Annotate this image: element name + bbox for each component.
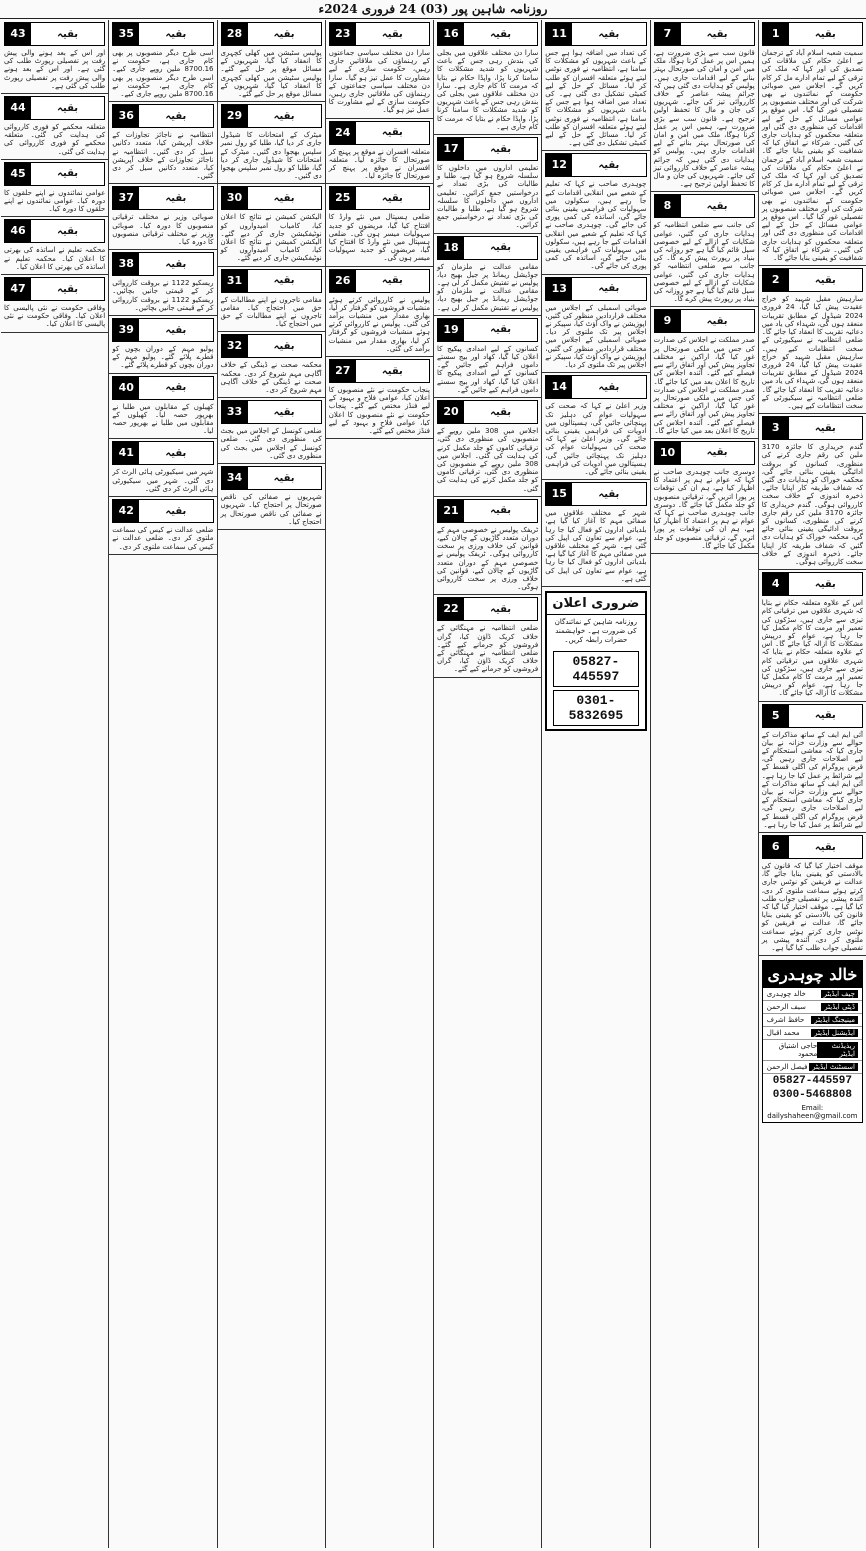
continuation-badge xyxy=(545,153,646,177)
continuation-badge xyxy=(221,269,322,293)
continuation-badge xyxy=(112,252,213,276)
staff-row: چیف ایڈیٹر خالد چوہدری xyxy=(763,988,862,1001)
article-text: مقامی عدالت نے ملزمان کو جوڈیشل ریمانڈ پر جیل بھیج دیا، پولیس نے تفتیش مکمل کر لی ہے۔ مقامی عدالت نے ملزمان کو جوڈیشل ریمانڈ پر جیل بھیج دیا، پولیس نے تفتیش مکمل کر لی ہے۔ xyxy=(437,262,539,312)
continuation-badge xyxy=(221,22,322,46)
badge-number: 2 xyxy=(763,269,789,291)
continuation-badge xyxy=(545,22,646,46)
badge-number: 34 xyxy=(222,467,248,489)
badge-label: بقیہ xyxy=(273,28,295,40)
article-text: سارہیش مقبل شہید کو خراج عقیدت پیش کیا گیا، 24 فروری 2024 شیڈول کے مطابق تقریبات منعقد ہوں گی، شہداء کی یاد میں دعائیہ تقریب کا انعقاد کیا جائے گا۔ ضلعی انتظامیہ نے سیکیورٹی کے سخت انتظامات کیے ہیں۔ سارہیش مقبل شہید کو خراج عقیدت پیش کیا گیا، 24 فروری 2024 شیڈول کے مطابق تقریبات منعقد ہوں گی، شہداء کی یاد میں دعائیہ تقریب کا انعقاد کیا جائے گا۔ ضلعی انتظامیہ نے سیکیورٹی کے سخت انتظامات کیے ہیں۔ xyxy=(761,295,863,410)
article-text: میٹرک کے امتحانات کا شیڈول جاری کر دیا گیا، طلبا کو رول نمبر سلپس بھجوا دی گئیں۔ میٹرک کے امتحانات کا شیڈول جاری کر دیا گیا، طلبا کو رول نمبر سلپس بھجوا دی گئیں۔ xyxy=(220,131,322,181)
badge-label: بقیہ xyxy=(57,168,79,180)
divider xyxy=(218,397,325,398)
badge-label: بقیہ xyxy=(165,192,187,204)
news-column-8 xyxy=(1,20,108,1548)
continuation-badge xyxy=(762,572,863,596)
badge-label: بقیہ xyxy=(490,603,512,615)
badge-label: بقیہ xyxy=(490,324,512,336)
badge-label: بقیہ xyxy=(57,102,79,114)
badge-label: بقیہ xyxy=(598,488,620,500)
article-text: محکمہ صحت نے ڈینگی کے خلاف آگاہی مہم شروع کر دی۔ محکمہ صحت نے ڈینگی کے خلاف آگاہی مہم شروع کر دی۔ xyxy=(220,361,322,395)
article-text: ضلعی عدالت نے کیس کی سماعت ملتوی کر دی۔ ضلعی عدالت نے کیس کی سماعت ملتوی کر دی۔ xyxy=(112,526,214,551)
divider xyxy=(326,183,433,184)
badge-number: 12 xyxy=(546,154,572,176)
continuation-badge xyxy=(4,277,105,301)
continuation-badge xyxy=(437,400,538,424)
article-text: کی جانب سے ضلعی انتظامیہ کو ہدایات جاری کی گئیں، عوامی شکایات کے ازالے کے لیے خصوصی سیل قائم کیا گیا ہے جو روزانہ کی بنیاد پر رپورٹ پیش کرے گا۔ کی جانب سے ضلعی انتظامیہ کو ہدایات جاری کی گئیں، عوامی شکایات کے ازالے کے لیے خصوصی سیل قائم کیا گیا ہے جو روزانہ کی بنیاد پر رپورٹ پیش کرے گا۔ xyxy=(653,221,755,304)
article-text: شہریوں نے صفائی کی ناقص صورتحال پر احتجاج کیا۔ شہریوں نے صفائی کی ناقص صورتحال پر احتجاج کیا۔ xyxy=(220,493,322,526)
continuation-badge xyxy=(437,22,538,46)
divider xyxy=(434,134,541,135)
continuation-badge xyxy=(437,499,538,523)
badge-number: 43 xyxy=(5,23,31,45)
badge-number: 47 xyxy=(5,278,31,300)
notice-phone: 05827-445597 xyxy=(553,651,638,687)
continuation-badge xyxy=(329,186,430,210)
badge-number: 11 xyxy=(546,23,572,45)
divider xyxy=(434,677,541,678)
divider xyxy=(759,955,866,956)
editor-logo: خالد چوہدری xyxy=(763,961,862,988)
divider xyxy=(542,150,649,151)
news-column-1 xyxy=(758,20,866,1548)
badge-label: بقیہ xyxy=(165,382,187,394)
badge-label: بقیہ xyxy=(706,447,728,459)
badge-number: 29 xyxy=(222,105,248,127)
badge-label: بقیہ xyxy=(165,324,187,336)
article-text: کسانوں کے لیے امدادی پیکیج کا اعلان کیا گیا، کھاد اور بیج سستے داموں فراہم کیے جائیں گے۔ کسانوں کے لیے امدادی پیکیج کا اعلان کیا گیا، کھاد اور بیج سستے داموں فراہم کیے جائیں گے۔ xyxy=(437,344,539,394)
badge-label: بقیہ xyxy=(57,283,79,295)
badge-number: 46 xyxy=(5,220,31,242)
article-text: دوسری جانب چوہدری صاحب نے کہا کہ عوام نے ہم پر اعتماد کا اظہار کیا ہے، ہم ان کی توقعات پر پورا اتریں گے، ترقیاتی منصوبوں کو جلد مکمل کیا جائے گا۔ دوسری جانب چوہدری صاحب نے کہا کہ عوام نے ہم پر اعتماد کا اظہار کیا ہے، ہم ان کی توقعات پر پورا اتریں گے، ترقیاتی منصوبوں کو جلد مکمل کیا جائے گا۔ xyxy=(653,467,755,550)
badge-number: 7 xyxy=(655,23,681,45)
divider xyxy=(651,438,758,439)
article-text: متعلقہ محکمے کو فوری کارروائی کی ہدایت کی گئی۔ متعلقہ محکمے کو فوری کارروائی کی ہدایت کی گئی۔ xyxy=(4,123,106,156)
article-text: سارا دن مختلف سیاسی جماعتوں کے رہنماؤں کی ملاقاتیں جاری رہیں، حکومت سازی کے لیے مشاورت کا عمل تیز ہو گیا۔ سارا دن مختلف سیاسی جماعتوں کے رہنماؤں کی ملاقاتیں جاری رہیں، حکومت سازی کے لیے مشاورت کا عمل تیز ہو گیا۔ xyxy=(328,49,430,115)
divider xyxy=(759,265,866,266)
staff-row: ڈپٹی ایڈیٹر سیف الرحمن xyxy=(763,1001,862,1014)
article-text: انتظامیہ نے ناجائز تجاوزات کے خلاف آپریشن کیا، متعدد دکانیں سیل کر دی گئیں۔ انتظامیہ نے ناجائز تجاوزات کے خلاف آپریشن کیا، متعدد دکانیں سیل کر دی گئیں۔ xyxy=(112,131,214,181)
divider xyxy=(1,332,108,333)
article-text: ریسکیو 1122 نے بروقت کارروائی کر کے قیمتی جانیں بچائیں۔ ریسکیو 1122 نے بروقت کارروائی کر کے قیمتی جانیں بچائیں۔ xyxy=(112,279,214,312)
badge-label: بقیہ xyxy=(490,28,512,40)
badge-label: بقیہ xyxy=(273,340,295,352)
article-text: اور اس کے بعد ہونے والی پیش رفت پر تفصیلی رپورٹ طلب کی گئی ہے۔ اور اس کے بعد ہونے والی پیش رفت پر تفصیلی رپورٹ طلب کی گئی ہے۔ xyxy=(4,49,106,90)
divider xyxy=(109,249,216,250)
article-text: کھیلوں کے مقابلوں میں طلبا نے بھرپور حصہ لیا۔ کھیلوں کے مقابلوں میں طلبا نے بھرپور حصہ لیا۔ xyxy=(112,402,214,436)
continuation-badge xyxy=(112,376,213,400)
badge-label: بقیہ xyxy=(57,225,79,237)
badge-label: بقیہ xyxy=(165,110,187,122)
staff-row: ایڈیشنل ایڈیٹر محمد اقبال xyxy=(763,1027,862,1040)
badge-number: 8 xyxy=(655,195,681,217)
article-text: وفاقی حکومت نے نئی پالیسی کا اعلان کیا۔ وفاقی حکومت نے نئی پالیسی کا اعلان کیا۔ xyxy=(4,304,106,329)
badge-number: 15 xyxy=(546,483,572,505)
continuation-badge xyxy=(112,441,213,465)
badge-label: بقیہ xyxy=(598,28,620,40)
badge-label: بقیہ xyxy=(381,192,403,204)
article-text: وزیر اعلیٰ نے کہا کہ صحت کی سہولیات عوام کی دہلیز تک پہنچائی جائیں گی، ہسپتالوں میں ادویات کی فراہمی یقینی بنائی جائے گی۔ وزیر اعلیٰ نے کہا کہ صحت کی سہولیات عوام کی دہلیز تک پہنچائی جائیں گی، ہسپتالوں میں ادویات کی فراہمی یقینی بنائی جائے گی۔ xyxy=(545,402,647,476)
divider xyxy=(542,274,649,275)
divider xyxy=(759,701,866,702)
divider xyxy=(1,274,108,275)
masthead-dateline: روزنامہ شاہین پور (03) 24 فروری 2024ء xyxy=(0,0,866,19)
notice-title: ضروری اعلان xyxy=(547,593,644,615)
badge-label: بقیہ xyxy=(165,505,187,517)
article-text: محکمہ تعلیم نے اساتذہ کی بھرتی کا اعلان کیا۔ محکمہ تعلیم نے اساتذہ کی بھرتی کا اعلان کیا۔ xyxy=(4,246,106,271)
badge-number: 13 xyxy=(546,278,572,300)
article-text: عوامی نمائندوں نے اپنے حلقوں کا دورہ کیا۔ عوامی نمائندوں نے اپنے حلقوں کا دورہ کیا۔ xyxy=(4,188,106,214)
badge-number: 6 xyxy=(763,836,789,858)
article-text: اجلاس میں 308 ملین روپے کے منصوبوں کی منظوری دی گئی، ترقیاتی کاموں کو جلد مکمل کرنے کی ہدایت کی گئی۔ اجلاس میں 308 ملین روپے کے منصوبوں کی منظوری دی گئی، ترقیاتی کاموں کو جلد مکمل کرنے کی ہدایت کی گئی۔ xyxy=(437,427,539,493)
continuation-badge xyxy=(112,22,213,46)
continuation-badge xyxy=(329,121,430,145)
article-text: آئی ایم ایف کے ساتھ مذاکرات کے حوالے سے وزارت خزانہ نے بیان جاری کیا کہ معاشی استحکام کے لیے اصلاحات جاری رہیں گی، قرض پروگرام کی اگلی قسط کے لیے شرائط پر عمل کیا جا رہا ہے۔ آئی ایم ایف کے ساتھ مذاکرات کے حوالے سے وزارت خزانہ نے بیان جاری کیا کہ معاشی استحکام کے لیے اصلاحات جاری رہیں گی، قرض پروگرام کی اگلی قسط کے لیے شرائط پر عمل کیا جا رہا ہے۔ xyxy=(761,730,863,829)
continuation-badge xyxy=(545,482,646,506)
continuation-badge xyxy=(329,22,430,46)
divider xyxy=(542,586,649,587)
divider xyxy=(542,479,649,480)
badge-label: بقیہ xyxy=(165,447,187,459)
badge-label: بقیہ xyxy=(165,28,187,40)
staff-phone: 0300-5468808 xyxy=(772,1089,852,1102)
article-text: پولیس سٹیشن میں کھلی کچہری کا انعقاد کیا گیا، شہریوں کے مسائل موقع پر حل کیے گئے۔ پولیس سٹیشن میں کھلی کچہری کا انعقاد کیا گیا، شہریوں کے مسائل موقع پر حل کیے گئے۔ xyxy=(220,49,322,99)
news-column-3 xyxy=(541,20,649,1548)
continuation-badge xyxy=(437,318,538,342)
badge-label: بقیہ xyxy=(273,472,295,484)
article-text: پنجاب حکومت نے نئے منصوبوں کا اعلان کیا، عوامی فلاح و بہبود کے لیے فنڈز مختص کیے گئے۔ پنجاب حکومت نے نئے منصوبوں کا اعلان کیا، عوامی فلاح و بہبود کے لیے فنڈز مختص کیے گئے۔ xyxy=(328,386,430,436)
continuation-badge xyxy=(112,499,213,523)
badge-label: بقیہ xyxy=(490,505,512,517)
badge-number: 14 xyxy=(546,376,572,398)
continuation-badge xyxy=(762,704,863,728)
notice-phone: 0301-5832695 xyxy=(553,690,638,726)
badge-label: بقیہ xyxy=(814,710,836,722)
article-text: کی تعداد میں اضافہ ہوا ہے جس کے باعث شہریوں کو مشکلات کا سامنا ہے، انتظامیہ نے فوری نوٹس لیتے ہوئے متعلقہ افسران کو طلب کر لیا۔ مسائل کے حل کے لیے کمیٹی تشکیل دی گئی ہے۔ کی تعداد میں اضافہ ہوا ہے جس کے باعث شہریوں کو مشکلات کا سامنا ہے، انتظامیہ نے فوری نوٹس لیتے ہوئے متعلقہ افسران کو طلب کر لیا۔ مسائل کے حل کے لیے کمیٹی تشکیل دی گئی ہے۔ xyxy=(545,49,647,148)
divider xyxy=(434,594,541,595)
article-text: تعلیمی اداروں میں داخلوں کا سلسلہ شروع ہو گیا ہے، طلبا و طالبات کی بڑی تعداد نے درخواستیں جمع کرائیں۔ تعلیمی اداروں میں داخلوں کا سلسلہ شروع ہو گیا ہے، طلبا و طالبات کی بڑی تعداد نے درخواستیں جمع کرائیں۔ xyxy=(437,164,539,230)
continuation-badge xyxy=(437,597,538,621)
article-text: شہر کے مختلف علاقوں میں صفائی مہم کا آغاز کیا گیا ہے، بلدیاتی اداروں کو فعال کیا جا رہا ہے، عوام سے تعاون کی اپیل کی گئی ہے۔ شہر کے مختلف علاقوں میں صفائی مہم کا آغاز کیا گیا ہے، بلدیاتی اداروں کو فعال کیا جا رہا ہے، عوام سے تعاون کی اپیل کی گئی ہے۔ xyxy=(545,509,647,583)
continuation-badge xyxy=(329,359,430,383)
badge-number: 24 xyxy=(330,122,356,144)
badge-label: بقیہ xyxy=(814,841,836,853)
badge-label: بقیہ xyxy=(814,28,836,40)
badge-label: بقیہ xyxy=(490,406,512,418)
notice-body: روزنامہ شاہین کے نمائندگان کی ضرورت ہے۔ خواہشمند حضرات رابطہ کریں۔ xyxy=(554,617,637,644)
article-text: اس کے علاوہ متعلقہ حکام نے بتایا کہ شہری علاقوں میں ترقیاتی کام تیزی سے جاری ہیں، سڑکوں کی تعمیر اور مرمت کا کام مکمل کیا جا رہا ہے، عوام کو درپیش مشکلات کا ازالہ کیا جائے گا۔ اس کے علاوہ متعلقہ حکام نے بتایا کہ شہری علاقوں میں ترقیاتی کام تیزی سے جاری ہیں، سڑکوں کی تعمیر اور مرمت کا کام مکمل کیا جا رہا ہے، عوام کو درپیش مشکلات کا ازالہ کیا جائے گا۔ xyxy=(761,599,863,698)
news-column-4 xyxy=(433,20,541,1548)
staff-phone: 05827-445597 xyxy=(772,1075,852,1088)
badge-number: 32 xyxy=(222,335,248,357)
badge-number: 1 xyxy=(763,23,789,45)
continuation-badge xyxy=(4,219,105,243)
divider xyxy=(218,266,325,267)
divider xyxy=(218,529,325,530)
badge-number: 41 xyxy=(113,442,139,464)
badge-number: 28 xyxy=(222,23,248,45)
badge-number: 5 xyxy=(763,705,789,727)
badge-label: بقیہ xyxy=(706,28,728,40)
divider xyxy=(109,554,216,555)
continuation-badge xyxy=(762,416,863,440)
continuation-badge xyxy=(545,277,646,301)
continuation-badge xyxy=(112,318,213,342)
divider xyxy=(759,413,866,414)
article-text: الیکشن کمیشن نے نتائج کا اعلان کیا، کامیاب امیدواروں کو نوٹیفکیشن جاری کر دیے گئے۔ الیکشن کمیشن نے نتائج کا اعلان کیا، کامیاب امیدواروں کو نوٹیفکیشن جاری کر دیے گئے۔ xyxy=(220,213,322,263)
divider xyxy=(651,191,758,192)
badge-number: 40 xyxy=(113,377,139,399)
divider xyxy=(326,266,433,267)
continuation-badge xyxy=(221,466,322,490)
badge-number: 37 xyxy=(113,187,139,209)
article-text: پولیس نے کارروائی کرتے ہوئے منشیات فروشوں کو گرفتار کر لیا، بھاری مقدار میں منشیات برآمد کی گئی۔ پولیس نے کارروائی کرتے ہوئے منشیات فروشوں کو گرفتار کر لیا، بھاری مقدار میں منشیات برآمد کی گئی۔ xyxy=(328,295,430,353)
badge-label: بقیہ xyxy=(598,159,620,171)
badge-label: بقیہ xyxy=(273,275,295,287)
continuation-badge xyxy=(221,186,322,210)
badge-number: 20 xyxy=(438,401,464,423)
article-text: پولیو مہم کے دوران بچوں کو قطرے پلائے گئے۔ پولیو مہم کے دوران بچوں کو قطرے پلائے گئے۔ xyxy=(112,345,214,370)
article-text: صوبائی اسمبلی کے اجلاس میں مختلف قراردادیں منظور کی گئیں، اپوزیشن نے واک آؤٹ کیا، سپیکر نے اجلاس پیر تک ملتوی کر دیا۔ صوبائی اسمبلی کے اجلاس میں مختلف قراردادیں منظور کی گئیں، اپوزیشن نے واک آؤٹ کیا، سپیکر نے اجلاس پیر تک ملتوی کر دیا۔ xyxy=(545,303,647,370)
badge-number: 10 xyxy=(655,442,681,464)
article-text: مقامی تاجروں نے اپنے مطالبات کے حق میں احتجاج کیا۔ مقامی تاجروں نے اپنے مطالبات کے حق میں احتجاج کیا۔ xyxy=(220,295,322,329)
continuation-badge xyxy=(4,22,105,46)
article-text: ضلعی کونسل کے اجلاس میں بجٹ کی منظوری دی گئی۔ ضلعی کونسل کے اجلاس میں بجٹ کی منظوری دی گئی۔ xyxy=(220,427,322,460)
badge-label: بقیہ xyxy=(490,242,512,254)
divider xyxy=(651,306,758,307)
divider xyxy=(651,553,758,554)
divider xyxy=(218,101,325,102)
continuation-badge xyxy=(329,269,430,293)
badge-number: 31 xyxy=(222,270,248,292)
badge-number: 22 xyxy=(438,598,464,620)
badge-number: 4 xyxy=(763,573,789,595)
badge-label: بقیہ xyxy=(706,200,728,212)
badge-number: 45 xyxy=(5,163,31,185)
badge-label: بقیہ xyxy=(706,315,728,327)
divider xyxy=(326,356,433,357)
continuation-badge xyxy=(762,268,863,292)
badge-label: بقیہ xyxy=(814,274,836,286)
badge-label: بقیہ xyxy=(814,578,836,590)
article-text: شہر میں سیکیورٹی ہائی الرٹ کر دی گئی۔ شہر میں سیکیورٹی ہائی الرٹ کر دی گئی۔ xyxy=(112,468,214,493)
divider xyxy=(434,315,541,316)
continuation-badge xyxy=(654,309,755,333)
article-text: سمیت شعبہ اسلام آباد کے ترجمان نے اعلیٰ حکام کی ملاقات کی تصدیق کی اور کہا کہ ملک کی ترقی کے لیے تمام ادارے مل کر کام کریں گے۔ اجلاس میں صوبائی حکومت کے نمائندوں نے بھی شرکت کی اور مختلف منصوبوں پر تفصیلی غور کیا گیا۔ اس موقع پر عوامی مسائل کے حل کے لیے اقدامات کی منظوری دی گئی اور متعلقہ محکموں کو ہدایات جاری کی گئیں۔ شرکاء نے اتفاق کیا کہ شفافیت کو یقینی بنایا جائے گا۔ سمیت شعبہ اسلام آباد کے ترجمان نے اعلیٰ حکام کی ملاقات کی تصدیق کی اور کہا کہ ملک کی ترقی کے لیے تمام ادارے مل کر کام کریں گے۔ اجلاس میں صوبائی حکومت کے نمائندوں نے بھی شرکت کی اور مختلف منصوبوں پر تفصیلی غور کیا گیا۔ اس موقع پر عوامی مسائل کے حل کے لیے اقدامات کی منظوری دی گئی اور متعلقہ محکموں کو ہدایات جاری کی گئیں۔ شرکاء نے اتفاق کیا کہ شفافیت کو یقینی بنایا جائے گا۔ xyxy=(761,49,863,263)
article-text: ضلعی انتظامیہ نے مہنگائی کے خلاف کریک ڈاؤن کیا، گراں فروشوں کو جرمانے کیے گئے۔ ضلعی انتظامیہ نے مہنگائی کے خلاف کریک ڈاؤن کیا، گراں فروشوں کو جرمانے کیے گئے۔ xyxy=(437,624,539,674)
badge-number: 30 xyxy=(222,187,248,209)
badge-label: بقیہ xyxy=(165,258,187,270)
badge-number: 27 xyxy=(330,360,356,382)
article-text: متعلقہ افسران نے موقع پر پہنچ کر صورتحال کا جائزہ لیا۔ متعلقہ افسران نے موقع پر پہنچ کر صورتحال کا جائزہ لیا۔ xyxy=(328,147,430,181)
divider xyxy=(759,569,866,570)
continuation-badge xyxy=(112,186,213,210)
article-text: اسی طرح دیگر منصوبوں پر بھی کام جاری ہے، حکومت نے 8700.16 ملین روپے جاری کیے۔ اسی طرح دیگر منصوبوں پر بھی کام جاری ہے، حکومت نے 8700.16 ملین روپے جاری کیے۔ xyxy=(112,49,214,99)
continuation-badge xyxy=(437,236,538,260)
article-text: صدر مملکت نے اجلاس کی صدارت کی جس میں ملکی صورتحال پر غور کیا گیا، اراکین نے مختلف تجاویز پیش کیں اور اتفاق رائے سے فیصلے کیے گئے۔ آئندہ اجلاس کی تاریخ کا اعلان بعد میں کیا جائے گا۔ صدر مملکت نے اجلاس کی صدارت کی جس میں ملکی صورتحال پر غور کیا گیا، اراکین نے مختلف تجاویز پیش کیں اور اتفاق رائے سے فیصلے کیے گئے۔ آئندہ اجلاس کی تاریخ کا اعلان بعد میں کیا جائے گا۔ xyxy=(653,336,755,435)
divider xyxy=(1,93,108,94)
continuation-badge xyxy=(4,96,105,120)
staff-box xyxy=(762,960,863,1123)
divider xyxy=(218,183,325,184)
badge-number: 35 xyxy=(113,23,139,45)
badge-label: بقیہ xyxy=(273,110,295,122)
badge-number: 19 xyxy=(438,319,464,341)
article-text: صوبائی وزیر نے مختلف ترقیاتی منصوبوں کا دورہ کیا۔ صوبائی وزیر نے مختلف ترقیاتی منصوبوں کا دورہ کیا۔ xyxy=(112,213,214,247)
divider xyxy=(434,233,541,234)
divider xyxy=(434,496,541,497)
divider xyxy=(109,183,216,184)
divider xyxy=(326,438,433,439)
article-text: ضلعی ہسپتال میں نئے وارڈ کا افتتاح کیا گیا، مریضوں کو جدید سہولیات میسر ہوں گی۔ ضلعی ہسپتال میں نئے وارڈ کا افتتاح کیا گیا، مریضوں کو جدید سہولیات میسر ہوں گی۔ xyxy=(328,213,430,263)
article-text: ٹریفک پولیس نے خصوصی مہم کے دوران متعدد گاڑیوں کے چالان کیے، قوانین کی خلاف ورزی پر سخت کارروائی ہوگی۔ ٹریفک پولیس نے خصوصی مہم کے دوران متعدد گاڑیوں کے چالان کیے، قوانین کی خلاف ورزی پر سخت کارروائی ہوگی۔ xyxy=(437,525,539,592)
continuation-badge xyxy=(654,194,755,218)
continuation-badge xyxy=(4,162,105,186)
continuation-badge xyxy=(112,104,213,128)
badge-number: 36 xyxy=(113,105,139,127)
article-text: موقف اختیار کیا گیا کہ قانون کی بالادستی کو یقینی بنایا جائے گا، عدالت نے فریقین کو نوٹس جاری کرتے ہوئے سماعت ملتوی کر دی، آئندہ پیشی پر تفصیلی جواب طلب کیا گیا ہے۔ موقف اختیار کیا گیا کہ قانون کی بالادستی کو یقینی بنایا جائے گا، عدالت نے فریقین کو نوٹس جاری کرتے ہوئے سماعت ملتوی کر دی، آئندہ پیشی پر تفصیلی جواب طلب کیا گیا ہے۔ xyxy=(761,862,863,953)
badge-label: بقیہ xyxy=(490,143,512,155)
continuation-badge xyxy=(437,137,538,161)
divider xyxy=(109,438,216,439)
badge-number: 33 xyxy=(222,401,248,423)
badge-number: 25 xyxy=(330,187,356,209)
badge-number: 39 xyxy=(113,319,139,341)
badge-number: 26 xyxy=(330,270,356,292)
news-column-7 xyxy=(108,20,216,1548)
notice-ad-box xyxy=(545,591,646,731)
continuation-badge xyxy=(762,835,863,859)
badge-label: بقیہ xyxy=(273,192,295,204)
badge-label: بقیہ xyxy=(598,283,620,295)
badge-label: بقیہ xyxy=(381,28,403,40)
badge-label: بقیہ xyxy=(381,365,403,377)
badge-number: 42 xyxy=(113,500,139,522)
badge-number: 18 xyxy=(438,237,464,259)
continuation-badge xyxy=(545,375,646,399)
news-column-6 xyxy=(217,20,325,1548)
badge-number: 23 xyxy=(330,23,356,45)
badge-label: بقیہ xyxy=(598,381,620,393)
news-column-2 xyxy=(650,20,758,1548)
badge-number: 44 xyxy=(5,97,31,119)
article-text: سارا دن مختلف علاقوں میں بجلی کی بندش رہی جس کے باعث شہریوں کو شدید مشکلات کا سامنا کرنا پڑا، واپڈا حکام نے بتایا کہ مرمت کا کام جاری ہے۔ سارا دن مختلف علاقوں میں بجلی کی بندش رہی جس کے باعث شہریوں کو شدید مشکلات کا سامنا کرنا پڑا، واپڈا حکام نے بتایا کہ مرمت کا کام جاری ہے۔ xyxy=(437,49,539,131)
staff-row: ریذیڈنٹ ایڈیٹر حاجی اشتیاق محمود xyxy=(763,1040,862,1061)
divider xyxy=(434,397,541,398)
divider xyxy=(109,101,216,102)
badge-number: 21 xyxy=(438,500,464,522)
continuation-badge xyxy=(221,104,322,128)
badge-number: 16 xyxy=(438,23,464,45)
badge-number: 9 xyxy=(655,310,681,332)
divider xyxy=(218,463,325,464)
article-text: گندم خریداری کا جائزہ 3170 ملین کی رقم جاری کرنے کی منظوری، کسانوں کو بروقت ادائیگی یقینی بنائی جائے گی، محکمہ خوراک کو ہدایات دی گئیں کہ شفاف طریقہ کار اپنایا جائے۔ ذخیرہ اندوزی کے خلاف سخت کارروائی ہوگی۔ گندم خریداری کا جائزہ 3170 ملین کی رقم جاری کرنے کی منظوری، کسانوں کو بروقت ادائیگی یقینی بنائی جائے گی، محکمہ خوراک کو ہدایات دی گئیں کہ شفاف طریقہ کار اپنایا جائے۔ ذخیرہ اندوزی کے خلاف سخت کارروائی ہوگی۔ xyxy=(761,443,863,566)
continuation-badge xyxy=(654,441,755,465)
staff-row: مینیجنگ ایڈیٹر حافظ اشرف xyxy=(763,1014,862,1027)
badge-number: 38 xyxy=(113,253,139,275)
staff-email: Email: dailyshaheen@gmail.com xyxy=(767,1104,858,1121)
divider xyxy=(218,331,325,332)
divider xyxy=(109,315,216,316)
news-column-5 xyxy=(325,20,433,1548)
continuation-badge xyxy=(221,400,322,424)
badge-label: بقیہ xyxy=(57,28,79,40)
badge-label: بقیہ xyxy=(381,275,403,287)
article-text: قانون سب سے بڑی ضرورت ہے، ہمیں اس پر عمل کرنا ہوگا، ملک میں امن و امان کی صورتحال بہتر بنانے کے لیے اقدامات جاری ہیں۔ پولیس کو ہدایات دی گئی ہیں کہ جرائم پیشہ عناصر کے خلاف کارروائی تیز کی جائے۔ شہریوں کی جان و مال کا تحفظ اولین ترجیح ہے۔ قانون سب سے بڑی ضرورت ہے، ہمیں اس پر عمل کرنا ہوگا، ملک میں امن و امان کی صورتحال بہتر بنانے کے لیے اقدامات جاری ہیں۔ پولیس کو ہدایات دی گئی ہیں کہ جرائم پیشہ عناصر کے خلاف کارروائی تیز کی جائے۔ شہریوں کی جان و مال کا تحفظ اولین ترجیح ہے۔ xyxy=(653,49,755,189)
divider xyxy=(109,496,216,497)
divider xyxy=(542,372,649,373)
article-text: چوہدری صاحب نے کہا کہ تعلیم کے شعبے میں انقلابی اقدامات کیے جا رہے ہیں، سکولوں میں سہولیات کی فراہمی یقینی بنائی جائے گی، اساتذہ کی کمی پوری کی جائے گی۔ چوہدری صاحب نے کہا کہ تعلیم کے شعبے میں انقلابی اقدامات کیے جا رہے ہیں، سکولوں میں سہولیات کی فراہمی یقینی بنائی جائے گی، اساتذہ کی کمی پوری کی جائے گی۔ xyxy=(545,180,647,271)
divider xyxy=(326,118,433,119)
divider xyxy=(759,832,866,833)
badge-number: 17 xyxy=(438,138,464,160)
badge-label: بقیہ xyxy=(273,406,295,418)
divider xyxy=(1,159,108,160)
divider xyxy=(1,216,108,217)
continuation-badge xyxy=(654,22,755,46)
badge-label: بقیہ xyxy=(381,127,403,139)
divider xyxy=(109,373,216,374)
badge-number: 3 xyxy=(763,417,789,439)
continuation-badge xyxy=(762,22,863,46)
staff-row: اسسٹنٹ ایڈیٹر فیصل الرحمن xyxy=(763,1061,862,1074)
continuation-badge xyxy=(221,334,322,358)
badge-label: بقیہ xyxy=(814,422,836,434)
